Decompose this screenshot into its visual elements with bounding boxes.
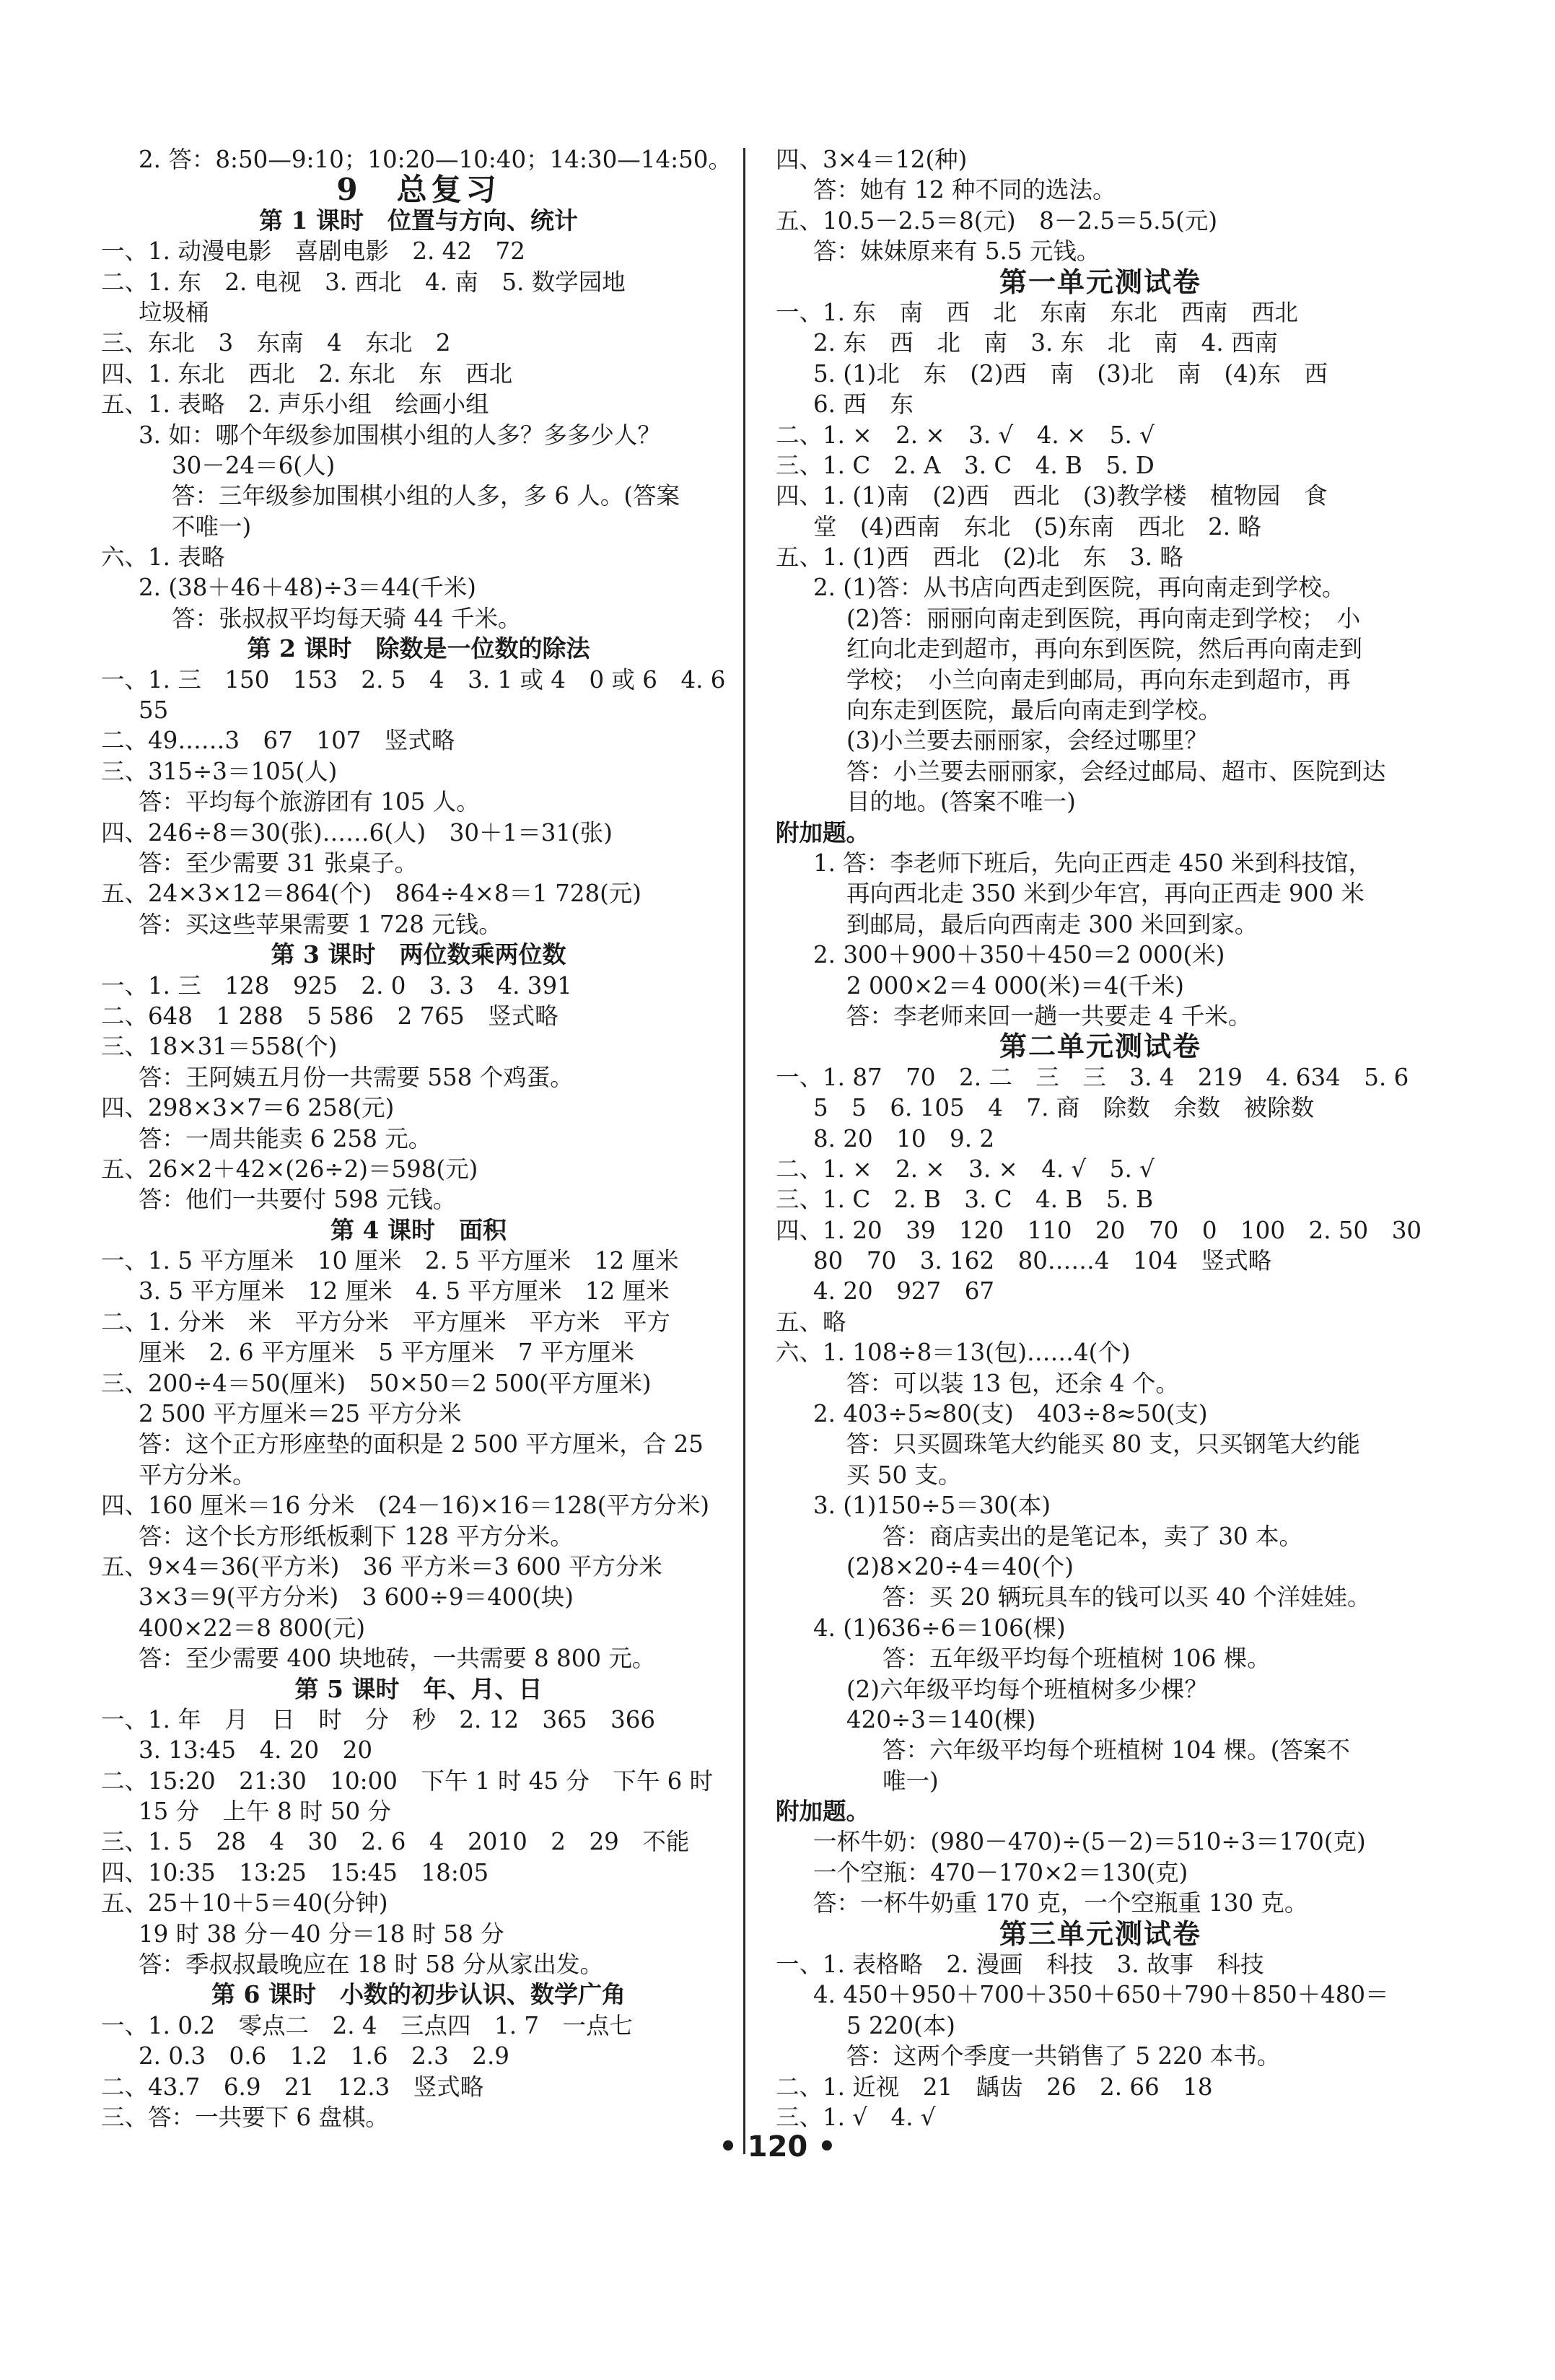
answer-line: 8. 20 10 9. 2: [813, 1124, 995, 1152]
answer-line: 答：买这些苹果需要 1 728 元钱。: [139, 910, 502, 938]
answer-line: 2 500 平方厘米＝25 平方分米: [139, 1400, 462, 1428]
answer-line: 向东走到医院，最后向南走到学校。: [846, 696, 1222, 725]
answer-line: 5. (1)北 东 (2)西 南 (3)北 南 (4)东 西: [813, 359, 1328, 388]
lesson-title: 第 3 课时 两位数乘两位数: [271, 940, 566, 969]
answer-line: 到邮局，最后向西南走 300 米回到家。: [846, 910, 1258, 938]
answer-line: 五、略: [776, 1308, 846, 1336]
answer-line: 二、1. 分米 米 平方分米 平方厘米 平方米 平方: [101, 1308, 670, 1336]
answer-line: 垃圾桶: [139, 298, 209, 326]
answer-line: 2. (1)答：从书店向西走到医院，再向南走到学校。: [813, 574, 1346, 602]
answer-line: 二、49……3 67 107 竖式略: [101, 727, 455, 755]
answer-line: 四、3×4＝12(种): [776, 146, 968, 173]
answer-line: 三、18×31＝558(个): [101, 1033, 338, 1061]
answer-line: 二、1. × 2. × 3. × 4. √ 5. √: [776, 1155, 1155, 1183]
answer-line: 答：六年级平均每个班植树 104 棵。(答案不: [882, 1736, 1350, 1764]
answer-line: 答：平均每个旅游团有 105 人。: [139, 788, 480, 816]
answer-line: 再向西北走 350 米到少年宫，再向正西走 900 米: [846, 880, 1365, 908]
answer-line: 三、1. C 2. B 3. C 4. B 5. B: [776, 1186, 1154, 1214]
bonus-heading: 附加题。: [776, 818, 870, 846]
answer-line: 答：她有 12 种不同的选法。: [813, 176, 1116, 204]
answer-line: 二、648 1 288 5 586 2 765 竖式略: [101, 1002, 559, 1030]
answer-line: 19 时 38 分－40 分＝18 时 58 分: [139, 1920, 504, 1948]
answer-line: 答：只买圆珠笔大约能买 80 支，只买钢笔大约能: [846, 1430, 1361, 1458]
answer-line: 答：一周共能卖 6 258 元。: [139, 1124, 432, 1152]
answer-line: 答：这两个季度一共销售了 5 220 本书。: [846, 2042, 1281, 2070]
answer-line: 答：这个长方形纸板剩下 128 平方分米。: [139, 1522, 574, 1550]
answer-line: 三、1. 5 28 4 30 2. 6 4 2010 2 29 不能: [101, 1828, 690, 1856]
answer-line: 三、1. C 2. A 3. C 4. B 5. D: [776, 451, 1155, 479]
answer-line: 四、1. 20 39 120 110 20 70 0 100 2. 50 30: [776, 1216, 1422, 1244]
answer-line: 答：可以装 13 包，还余 4 个。: [846, 1369, 1179, 1397]
test-title: 第一单元测试卷: [999, 265, 1201, 298]
answer-line: 5 220(本): [846, 2011, 955, 2039]
lesson-title: 第 1 课时 位置与方向、统计: [259, 206, 578, 235]
test-title: 第二单元测试卷: [999, 1030, 1201, 1063]
answer-line: 3. (1)150÷5＝30(本): [813, 1492, 1051, 1520]
answer-line: 答：他们一共要付 598 元钱。: [139, 1186, 457, 1214]
answer-line: 一、1. 动漫电影 喜剧电影 2. 42 72: [101, 237, 525, 266]
answer-line: 五、9×4＝36(平方米) 36 平方米＝3 600 平方分米: [101, 1552, 662, 1580]
answer-line: 一、1. 5 平方厘米 10 厘米 2. 5 平方厘米 12 厘米: [101, 1247, 679, 1275]
answer-line: 六、1. 表略: [101, 543, 225, 572]
answer-line: 答：张叔叔平均每天骑 44 千米。: [172, 604, 522, 632]
answer-line: 二、15:20 21:30 10:00 下午 1 时 45 分 下午 6 时: [101, 1767, 714, 1795]
answer-line: 二、1. × 2. × 3. √ 4. × 5. √: [776, 421, 1155, 449]
answer-line: 一杯牛奶：(980－470)÷(5－2)＝510÷3＝170(克): [813, 1828, 1366, 1856]
answer-line: 答：至少需要 31 张桌子。: [139, 849, 419, 877]
answer-line: 三、1. √ 4. √: [776, 2104, 936, 2131]
answer-line: 2. 0.3 0.6 1.2 1.6 2.3 2.9: [139, 2042, 509, 2070]
answer-line: 五、25＋10＋5＝40(分钟): [101, 1889, 388, 1917]
answer-line: 一个空瓶：470－170×2＝130(克): [813, 1858, 1188, 1886]
answer-line: 3. 如：哪个年级参加围棋小组的人多？多多少人？: [139, 421, 661, 449]
answer-line: 3. 13:45 4. 20 20: [139, 1736, 373, 1764]
answer-line: 3×3＝9(平方分米) 3 600÷9＝400(块): [139, 1583, 574, 1611]
test-title: 第三单元测试卷: [999, 1917, 1201, 1950]
answer-line: 堂 (4)西南 东北 (5)东南 西北 2. 略: [813, 512, 1261, 541]
answer-line: 420÷3＝140(棵): [846, 1705, 1036, 1733]
answer-line: 400×22＝8 800(元): [139, 1614, 366, 1642]
answer-line: 唯一): [882, 1767, 939, 1795]
answer-line: 55: [139, 696, 169, 725]
answer-line: 答：王阿姨五月份一共需要 558 个鸡蛋。: [139, 1063, 574, 1091]
answer-line: 答：小兰要去丽丽家，会经过邮局、超市、医院到达: [846, 757, 1386, 785]
answer-line: 五、24×3×12＝864(个) 864÷4×8＝1 728(元): [101, 880, 641, 908]
answer-line: 4. 20 927 67: [813, 1277, 995, 1305]
answer-line: 答：妹妹原来有 5.5 元钱。: [813, 237, 1100, 266]
answer-line: 厘米 2. 6 平方厘米 5 平方厘米 7 平方厘米: [139, 1339, 634, 1367]
answer-line: 四、160 厘米＝16 分米 (24－16)×16＝128(平方分米): [101, 1492, 710, 1520]
answer-line: 2. 300＋900＋350＋450＝2 000(米): [813, 941, 1225, 969]
answer-line: (2)8×20÷4＝40(个): [846, 1552, 1074, 1580]
answer-line: 答：季叔叔最晚应在 18 时 58 分从家出发。: [139, 1951, 604, 1979]
answer-line: 一、1. 87 70 2. 二 三 三 3. 4 219 4. 634 5. 6: [776, 1063, 1409, 1091]
answer-line: 三、315÷3＝105(人): [101, 757, 338, 785]
answer-line: 一、1. 0.2 零点二 2. 4 三点四 1. 7 一点七: [101, 2011, 634, 2039]
answer-line: 买 50 支。: [846, 1461, 962, 1489]
answer-line: 答：五年级平均每个班植树 106 棵。: [882, 1645, 1271, 1673]
answer-line: 80 70 3. 162 80……4 104 竖式略: [813, 1247, 1272, 1275]
answer-line: 五、26×2＋42×(26÷2)＝598(元): [101, 1155, 478, 1183]
answer-line: 五、10.5－2.5＝8(元) 8－2.5＝5.5(元): [776, 206, 1217, 235]
answer-line: 四、298×3×7＝6 258(元): [101, 1094, 395, 1122]
answer-line: 三、200÷4＝50(厘米) 50×50＝2 500(平方厘米): [101, 1369, 652, 1397]
answer-line: 答：三年级参加围棋小组的人多，多 6 人。(答案: [172, 482, 680, 510]
answer-line: 30－24＝6(人): [172, 451, 336, 479]
answer-line: 二、1. 东 2. 电视 3. 西北 4. 南 5. 数学园地: [101, 268, 626, 296]
answer-line: 目的地。(答案不唯一): [846, 788, 1076, 816]
answer-line: 答：至少需要 400 块地砖，一共需要 8 800 元。: [139, 1645, 656, 1673]
answer-line: 3. 5 平方厘米 12 厘米 4. 5 平方厘米 12 厘米: [139, 1277, 670, 1305]
answer-line: 红向北走到超市，再向东到医院，然后再向南走到: [846, 635, 1363, 663]
lesson-title: 第 5 课时 年、月、日: [294, 1674, 543, 1703]
answer-line: 不唯一): [172, 512, 252, 541]
section-title: 9 总复习: [336, 172, 501, 208]
answer-line: 4. 450＋950＋700＋350＋650＋790＋850＋480＝: [813, 1981, 1389, 2009]
page-number: • 120 •: [719, 2130, 836, 2164]
answer-line: 答：这个正方形座垫的面积是 2 500 平方厘米，合 25: [139, 1430, 704, 1458]
answer-column-right: [776, 144, 1425, 2132]
answer-line: 四、10:35 13:25 15:45 18:05: [101, 1858, 489, 1886]
answer-column-left: [101, 144, 736, 2132]
answer-line: 答：李老师来回一趟一共要走 4 千米。: [846, 1002, 1252, 1030]
answer-line: 一、1. 东 南 西 北 东南 东北 西南 西北: [776, 298, 1298, 326]
answer-line: 一、1. 三 150 153 2. 5 4 3. 1 或 4 0 或 6 4. 6: [101, 665, 726, 694]
lesson-title: 第 6 课时 小数的初步认识、数学广角: [211, 1980, 626, 2009]
lesson-title: 第 4 课时 面积: [330, 1215, 507, 1244]
answer-line: 四、1. 东北 西北 2. 东北 东 西北: [101, 359, 513, 388]
answer-line: 学校； 小兰向南走到邮局，再向东走到超市，再: [846, 665, 1351, 694]
answer-line: 2. 答：8:50—9:10；10:20—10:40；14:30—14:50。: [139, 146, 732, 173]
answer-line: 5 5 6. 105 4 7. 商 除数 余数 被除数: [813, 1094, 1315, 1122]
answer-line: 1. 答：李老师下班后，先向正西走 450 米到科技馆，: [813, 849, 1372, 877]
answer-line: 三、答：一共要下 6 盘棋。: [101, 2104, 389, 2131]
answer-line: 二、1. 近视 21 龋齿 26 2. 66 18: [776, 2073, 1213, 2101]
answer-line: 二、43.7 6.9 21 12.3 竖式略: [101, 2073, 484, 2101]
answer-line: (2)六年级平均每个班植树多少棵？: [846, 1675, 1209, 1703]
answer-line: 三、东北 3 东南 4 东北 2: [101, 329, 451, 357]
bonus-heading: 附加题。: [776, 1797, 870, 1826]
answer-line: 答：买 20 辆玩具车的钱可以买 40 个洋娃娃。: [882, 1583, 1371, 1611]
answer-line: 答：一杯牛奶重 170 克，一个空瓶重 130 克。: [813, 1889, 1308, 1917]
answer-line: 6. 西 东: [813, 390, 914, 419]
lesson-title: 第 2 课时 除数是一位数的除法: [247, 634, 590, 663]
answer-line: 15 分 上午 8 时 50 分: [139, 1798, 392, 1826]
answer-line: 答：商店卖出的是笔记本，卖了 30 本。: [882, 1522, 1303, 1550]
column-divider: [743, 148, 745, 2154]
answer-line: 平方分米。: [139, 1461, 256, 1489]
answer-line: 4. (1)636÷6＝106(棵): [813, 1614, 1066, 1642]
answer-line: 四、1. (1)南 (2)西 西北 (3)教学楼 植物园 食: [776, 482, 1328, 510]
answer-line: 2. 东 西 北 南 3. 东 北 南 4. 西南: [813, 329, 1279, 357]
answer-line: 2. 403÷5≈80(支) 403÷8≈50(支): [813, 1400, 1208, 1428]
answer-line: 五、1. 表略 2. 声乐小组 绘画小组: [101, 390, 489, 419]
answer-line: 四、246÷8＝30(张)……6(人) 30＋1＝31(张): [101, 818, 613, 846]
answer-line: 一、1. 三 128 925 2. 0 3. 3 4. 391: [101, 971, 572, 999]
answer-line: 一、1. 年 月 日 时 分 秒 2. 12 365 366: [101, 1705, 656, 1733]
answer-line: 一、1. 表格略 2. 漫画 科技 3. 故事 科技: [776, 1951, 1264, 1979]
answer-line: 2 000×2＝4 000(米)＝4(千米): [846, 971, 1184, 999]
answer-line: 六、1. 108÷8＝13(包)……4(个): [776, 1339, 1131, 1367]
answer-line: 五、1. (1)西 西北 (2)北 东 3. 略: [776, 543, 1183, 572]
answer-line: (2)答：丽丽向南走到医院，再向南走到学校； 小: [846, 604, 1361, 632]
answer-line: 2. (38＋46＋48)÷3＝44(千米): [139, 574, 476, 602]
answer-line: (3)小兰要去丽丽家，会经过哪里？: [846, 727, 1209, 755]
